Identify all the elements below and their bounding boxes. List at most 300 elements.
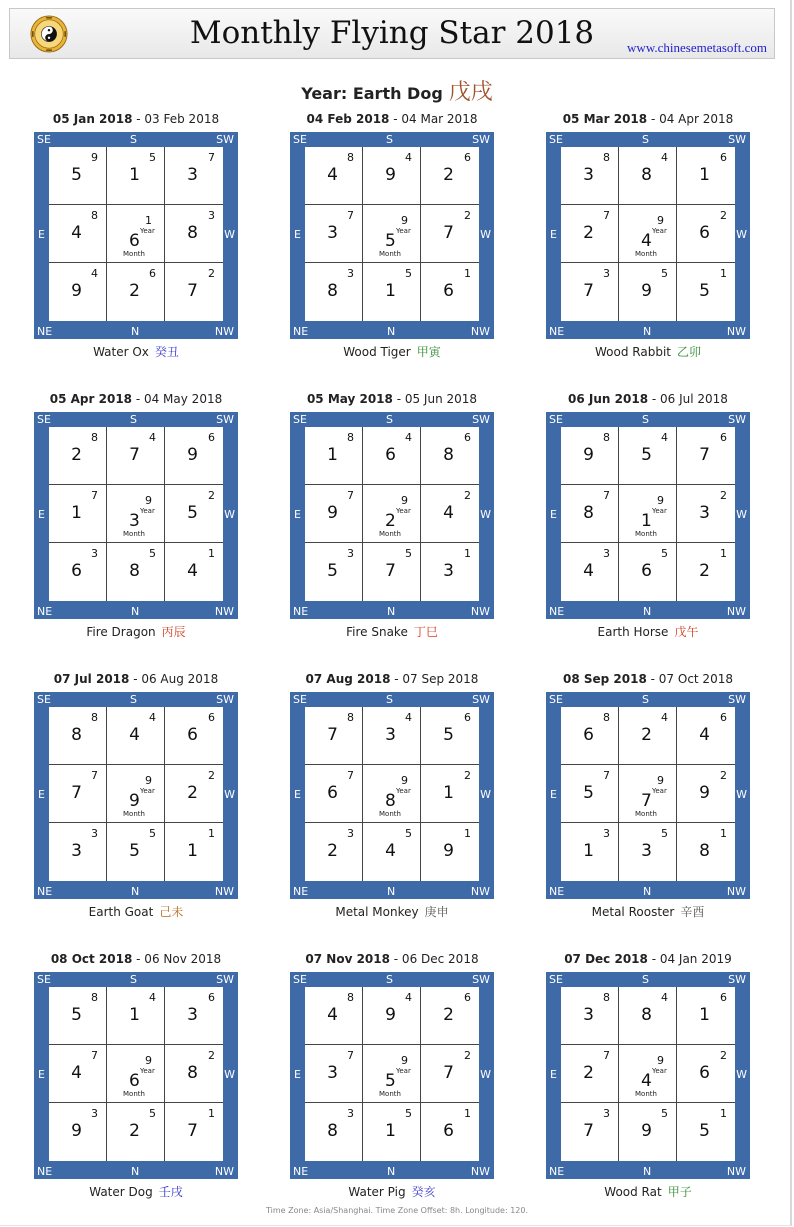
year-star: 5: [661, 267, 668, 280]
year-star: 6: [720, 991, 727, 1004]
month-label: [288, 903, 496, 920]
palace-cell: [49, 707, 107, 765]
center-palace: [107, 205, 165, 263]
month-tag: Month: [379, 1090, 401, 1098]
month-star: 7: [129, 445, 140, 465]
direction-ne: NE: [37, 605, 53, 618]
month-label: [544, 623, 752, 640]
direction-ne: NE: [293, 605, 309, 618]
month-star: 6: [583, 725, 594, 745]
month-name: Wood Rabbit: [595, 345, 671, 359]
palace-cell: [305, 707, 363, 765]
palace-cell: [49, 1045, 107, 1103]
palace-cell: [49, 987, 107, 1045]
month-star: 7: [443, 1063, 454, 1083]
direction-s: S: [386, 973, 393, 986]
year-star: 9: [145, 494, 152, 507]
month-tag: Month: [635, 250, 657, 258]
direction-ne: NE: [37, 1165, 53, 1178]
compass-frame: [34, 132, 238, 339]
palace-cell: [165, 1103, 223, 1161]
palace-cell: [165, 987, 223, 1045]
palace-cell: [677, 1045, 735, 1103]
month-star: 9: [71, 281, 82, 301]
palace-cell: [165, 543, 223, 601]
direction-nw: NW: [470, 325, 490, 338]
month-panel: [544, 112, 752, 362]
year-star: 1: [208, 547, 215, 560]
palace-cell: [677, 263, 735, 321]
date-end: - 04 Jan 2019: [647, 952, 732, 966]
palace-cell: [561, 147, 619, 205]
date-range: [544, 392, 752, 406]
direction-se: SE: [549, 133, 563, 146]
year-label: Year: Earth Dog: [301, 84, 443, 103]
palace-cell: [305, 427, 363, 485]
direction-w: W: [224, 508, 235, 521]
compass-frame: [290, 412, 494, 619]
palace-cell: [107, 543, 165, 601]
direction-s: S: [642, 413, 649, 426]
center-palace: [107, 1045, 165, 1103]
year-star: 8: [603, 431, 610, 444]
compass-frame: [34, 972, 238, 1179]
month-star: 2: [699, 561, 710, 581]
month-star: 3: [699, 503, 710, 523]
month-star: 5: [71, 165, 82, 185]
palace-cell: [49, 823, 107, 881]
month-tag: Month: [635, 1090, 657, 1098]
year-star: 7: [347, 1049, 354, 1062]
direction-n: N: [387, 1165, 396, 1178]
palace-cell: [49, 485, 107, 543]
year-star: 3: [91, 547, 98, 560]
palace-cell: [421, 765, 479, 823]
month-chinese: 乙卯: [676, 345, 701, 359]
year-star: 4: [661, 711, 668, 724]
year-star: 6: [720, 151, 727, 164]
year-star: 3: [603, 547, 610, 560]
month-star: 4: [71, 1063, 82, 1083]
year-star: 9: [145, 774, 152, 787]
direction-n: N: [643, 1165, 652, 1178]
palace-cell: [677, 765, 735, 823]
direction-s: S: [642, 693, 649, 706]
year-star: 6: [464, 711, 471, 724]
month-star: 8: [641, 165, 652, 185]
direction-w: W: [480, 1068, 491, 1081]
date-start: 07 Dec 2018: [564, 952, 648, 966]
month-star: 1: [641, 511, 652, 531]
palace-cell: [305, 987, 363, 1045]
direction-ne: NE: [293, 885, 309, 898]
month-star: 3: [583, 1005, 594, 1025]
palace-cell: [305, 543, 363, 601]
month-star: 9: [187, 445, 198, 465]
direction-nw: NW: [470, 605, 490, 618]
month-label: [544, 1183, 752, 1200]
month-tag: Month: [379, 530, 401, 538]
direction-w: W: [224, 228, 235, 241]
palace-cell: [619, 987, 677, 1045]
direction-w: W: [736, 228, 747, 241]
year-tag: Year: [396, 1067, 411, 1075]
direction-nw: NW: [214, 605, 234, 618]
year-star: 3: [347, 547, 354, 560]
direction-s: S: [130, 413, 137, 426]
month-star: 5: [129, 841, 140, 861]
palace-cell: [107, 427, 165, 485]
year-star: 2: [720, 769, 727, 782]
year-star: 4: [91, 267, 98, 280]
direction-s: S: [130, 133, 137, 146]
palace-cell: [49, 205, 107, 263]
month-star: 9: [443, 841, 454, 861]
month-star: 3: [327, 1063, 338, 1083]
month-star: 6: [327, 783, 338, 803]
direction-n: N: [131, 1165, 140, 1178]
palace-cell: [561, 987, 619, 1045]
direction-sw: SW: [216, 973, 234, 986]
month-star: 2: [443, 165, 454, 185]
month-star: 9: [71, 1121, 82, 1141]
year-star: 9: [91, 151, 98, 164]
year-star: 9: [657, 1054, 664, 1067]
palace-cell: [305, 823, 363, 881]
direction-n: N: [643, 885, 652, 898]
date-range: [32, 672, 240, 686]
date-range: [288, 392, 496, 406]
direction-n: N: [387, 325, 396, 338]
palace-cell: [677, 987, 735, 1045]
month-star: 9: [385, 165, 396, 185]
month-panel: [32, 392, 240, 642]
year-tag: Year: [140, 227, 155, 235]
palace-cell: [677, 823, 735, 881]
compass-frame: [546, 972, 750, 1179]
palace-cell: [49, 543, 107, 601]
month-star: 1: [327, 445, 338, 465]
direction-ne: NE: [549, 605, 565, 618]
month-chinese: 庚申: [424, 905, 449, 919]
year-star: 2: [464, 1049, 471, 1062]
palace-cell: [165, 205, 223, 263]
year-star: 3: [347, 827, 354, 840]
month-panel: [288, 672, 496, 922]
direction-ne: NE: [549, 885, 565, 898]
palace-cell: [363, 427, 421, 485]
month-label: [288, 623, 496, 640]
year-star: 7: [603, 209, 610, 222]
year-star: 8: [347, 711, 354, 724]
month-panel: [288, 392, 496, 642]
year-star: 6: [208, 431, 215, 444]
palace-cell: [561, 707, 619, 765]
palace-cell: [561, 1103, 619, 1161]
palace-cell: [363, 707, 421, 765]
month-star: 8: [327, 1121, 338, 1141]
direction-n: N: [131, 885, 140, 898]
month-star: 6: [641, 561, 652, 581]
year-star: 8: [91, 209, 98, 222]
month-star: 1: [385, 1121, 396, 1141]
month-name: Earth Horse: [597, 625, 669, 639]
month-star: 4: [385, 841, 396, 861]
month-star: 2: [583, 223, 594, 243]
month-star: 5: [443, 725, 454, 745]
date-end: - 04 Mar 2018: [389, 112, 478, 126]
year-star: 2: [208, 489, 215, 502]
year-star: 5: [149, 827, 156, 840]
center-palace: [107, 485, 165, 543]
date-range: [288, 952, 496, 966]
month-star: 3: [187, 1005, 198, 1025]
palace-cell: [107, 707, 165, 765]
direction-ne: NE: [37, 325, 53, 338]
year-star: 3: [347, 267, 354, 280]
year-star: 6: [464, 991, 471, 1004]
timezone-footer: Time Zone: Asia/Shanghai. Time Zone Offset: 8h. Longitude: 120.: [265, 1206, 529, 1215]
palace-cell: [49, 427, 107, 485]
date-end: - 07 Sep 2018: [390, 672, 479, 686]
month-star: 6: [71, 561, 82, 581]
year-star: 6: [208, 711, 215, 724]
direction-e: E: [38, 508, 45, 521]
month-panel: [288, 112, 496, 362]
month-chinese: 己未: [159, 905, 184, 919]
month-star: 4: [327, 1005, 338, 1025]
year-tag: Year: [140, 1067, 155, 1075]
month-label: [32, 343, 240, 360]
month-star: 9: [385, 1005, 396, 1025]
month-star: 3: [583, 165, 594, 185]
month-label: [544, 343, 752, 360]
palace-cell: [305, 1045, 363, 1103]
year-star: 5: [149, 1107, 156, 1120]
date-range: [32, 392, 240, 406]
year-star: 4: [661, 431, 668, 444]
direction-nw: NW: [470, 885, 490, 898]
month-star: 6: [699, 1063, 710, 1083]
palace-cell: [363, 147, 421, 205]
month-chinese: 癸丑: [154, 345, 179, 359]
palace-cell: [363, 543, 421, 601]
direction-n: N: [387, 885, 396, 898]
center-palace: [363, 205, 421, 263]
palace-cell: [619, 707, 677, 765]
month-star: 9: [327, 503, 338, 523]
direction-ne: NE: [549, 325, 565, 338]
year-star: 5: [405, 1107, 412, 1120]
year-star: 6: [720, 711, 727, 724]
year-star: 1: [464, 827, 471, 840]
palace-cell: [165, 427, 223, 485]
month-star: 4: [641, 1071, 652, 1091]
palace-cell: [421, 147, 479, 205]
month-star: 1: [71, 503, 82, 523]
month-panel: [32, 112, 240, 362]
compass-frame: [546, 412, 750, 619]
year-star: 4: [149, 431, 156, 444]
palace-cell: [619, 147, 677, 205]
year-star: 9: [401, 494, 408, 507]
direction-nw: NW: [470, 1165, 490, 1178]
month-star: 6: [129, 231, 140, 251]
direction-s: S: [130, 693, 137, 706]
year-star: 8: [91, 711, 98, 724]
year-star: 5: [405, 267, 412, 280]
month-star: 8: [327, 281, 338, 301]
month-star: 2: [641, 725, 652, 745]
date-end: - 03 Feb 2018: [132, 112, 220, 126]
month-name: Metal Rooster: [591, 905, 675, 919]
direction-e: E: [38, 788, 45, 801]
month-star: 7: [71, 783, 82, 803]
month-star: 3: [187, 165, 198, 185]
date-range: [544, 952, 752, 966]
direction-ne: NE: [549, 1165, 565, 1178]
palace-cell: [421, 707, 479, 765]
direction-sw: SW: [728, 973, 746, 986]
year-star: 3: [603, 1107, 610, 1120]
date-range: [544, 672, 752, 686]
year-star: 8: [347, 431, 354, 444]
palace-cell: [165, 1045, 223, 1103]
year-star: 3: [91, 827, 98, 840]
date-start: 06 Jun 2018: [568, 392, 649, 406]
compass-frame: [546, 692, 750, 899]
year-star: 1: [464, 267, 471, 280]
month-star: 9: [129, 791, 140, 811]
year-star: 7: [91, 489, 98, 502]
palace-cell: [107, 263, 165, 321]
palace-cell: [677, 485, 735, 543]
direction-ne: NE: [293, 1165, 309, 1178]
month-star: 7: [443, 223, 454, 243]
palace-cell: [619, 543, 677, 601]
direction-n: N: [387, 605, 396, 618]
date-end: - 07 Oct 2018: [646, 672, 733, 686]
year-star: 1: [720, 827, 727, 840]
direction-e: E: [550, 508, 557, 521]
month-star: 3: [129, 511, 140, 531]
month-star: 7: [187, 281, 198, 301]
palace-cell: [49, 765, 107, 823]
year-star: 8: [603, 711, 610, 724]
month-star: 6: [385, 445, 396, 465]
year-heading: [0, 75, 794, 106]
date-start: 05 Jan 2018: [52, 112, 133, 126]
month-star: 6: [443, 1121, 454, 1141]
date-end: - 06 Aug 2018: [129, 672, 219, 686]
palace-cell: [421, 823, 479, 881]
direction-se: SE: [37, 133, 51, 146]
year-star: 8: [347, 991, 354, 1004]
year-star: 9: [145, 1054, 152, 1067]
palace-cell: [305, 147, 363, 205]
direction-nw: NW: [726, 885, 746, 898]
palace-cell: [421, 987, 479, 1045]
month-tag: Month: [123, 810, 145, 818]
month-star: 8: [699, 841, 710, 861]
month-name: Fire Dragon: [86, 625, 156, 639]
month-star: 2: [129, 1121, 140, 1141]
direction-sw: SW: [472, 133, 490, 146]
year-star: 2: [720, 209, 727, 222]
center-palace: [619, 205, 677, 263]
month-star: 4: [187, 561, 198, 581]
direction-s: S: [130, 973, 137, 986]
flying-star-grid: [49, 147, 223, 321]
month-chinese: 戊午: [674, 625, 699, 639]
month-star: 7: [583, 1121, 594, 1141]
year-star: 2: [720, 1049, 727, 1062]
month-star: 5: [641, 445, 652, 465]
month-star: 8: [443, 445, 454, 465]
flying-star-grid: [561, 147, 735, 321]
year-star: 8: [603, 151, 610, 164]
year-star: 7: [347, 489, 354, 502]
direction-se: SE: [293, 693, 307, 706]
palace-cell: [561, 543, 619, 601]
month-star: 3: [327, 223, 338, 243]
palace-cell: [165, 147, 223, 205]
year-star: 1: [720, 547, 727, 560]
date-end: - 04 Apr 2018: [647, 112, 734, 126]
direction-se: SE: [293, 413, 307, 426]
direction-se: SE: [37, 413, 51, 426]
year-star: 5: [661, 827, 668, 840]
month-tag: Month: [123, 1090, 145, 1098]
palace-cell: [619, 1103, 677, 1161]
year-star: 4: [405, 711, 412, 724]
date-range: [288, 112, 496, 126]
year-tag: Year: [396, 507, 411, 515]
month-star: 7: [641, 791, 652, 811]
month-star: 2: [129, 281, 140, 301]
palace-cell: [305, 485, 363, 543]
palace-cell: [363, 823, 421, 881]
month-name: Wood Tiger: [343, 345, 411, 359]
direction-se: SE: [549, 693, 563, 706]
month-star: 8: [187, 223, 198, 243]
flying-star-grid: [561, 427, 735, 601]
palace-cell: [421, 205, 479, 263]
month-star: 7: [327, 725, 338, 745]
direction-e: E: [294, 1068, 301, 1081]
direction-n: N: [131, 325, 140, 338]
year-star: 7: [603, 489, 610, 502]
compass-frame: [290, 692, 494, 899]
month-star: 4: [699, 725, 710, 745]
year-star: 3: [91, 1107, 98, 1120]
palace-cell: [49, 147, 107, 205]
palace-cell: [107, 823, 165, 881]
website-link[interactable]: www.chinesemetasoft.com: [627, 40, 767, 55]
year-star: 6: [149, 267, 156, 280]
palace-cell: [165, 823, 223, 881]
center-palace: [619, 765, 677, 823]
direction-sw: SW: [728, 413, 746, 426]
month-star: 7: [187, 1121, 198, 1141]
month-star: 2: [71, 445, 82, 465]
palace-cell: [677, 427, 735, 485]
direction-nw: NW: [726, 1165, 746, 1178]
year-star: 1: [464, 1107, 471, 1120]
month-panel: [288, 952, 496, 1202]
palace-cell: [561, 263, 619, 321]
month-name: Water Ox: [93, 345, 149, 359]
